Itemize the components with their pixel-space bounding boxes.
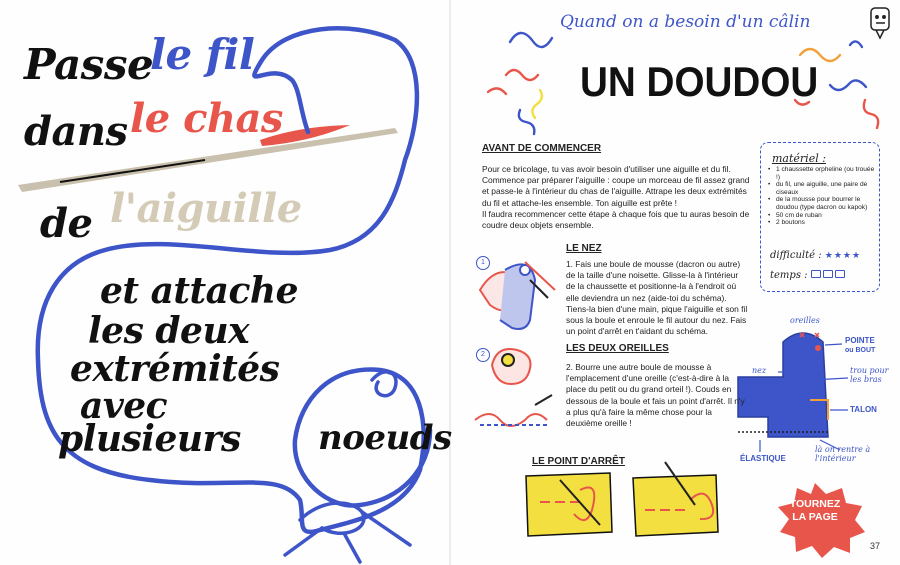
nez-text: 1. Fais une boule de mousse (dacron ou autre) de la taille d'une noisette. Glisse-la à l'intérieur de la chaussette et positionne-la à l'endroit où elle deviendra un nez (aide-toi du schéma). Tiens-la bien d'une main, pique l'aiguille et son fil sous la boule et enroule le fil autour du nez. Fais un point d'arrêt en t'aidant du schéma. [566,259,748,337]
nez-heading: LE NEZ [566,243,602,254]
avant-paragraph-2: Il faudra recommencer cette étape à chaque fois que tu auras besoin de coudre deux objets ensemble. [482,208,750,231]
left-text-et-attache: et attache [100,270,298,312]
oreilles-text: 2. Bourre une autre boule de mousse à l'emplacement d'une oreille (c'est-à-dire à la place du petit ou du grand orteil !). Couds en dessous de la boule et fais un point d'arrêt. Il n'y a plus qu'à faire la même chose pour la deuxième oreille ! [566,362,745,429]
materiel-item: • du fil, une aiguille, une paire de ciseaux [768,181,878,196]
page-title: UN DOUDOU [580,58,819,105]
avant-heading: AVANT DE COMMENCER [482,143,602,154]
difficulty-label: difficulté : [770,250,822,261]
label-elastique: ÉLASTIQUE [740,454,786,463]
left-text-les-deux: les deux [88,310,250,352]
label-talon: TALON [850,405,877,414]
left-text-avec: avec [80,385,168,427]
nose-step-illustration [480,262,555,329]
materiel-item: • 2 boutons [768,219,878,227]
tournez-la-page-label [770,489,860,539]
materiel-item: • 50 cm de ruban [768,212,878,220]
time-clock-icons [811,270,847,281]
step-1-badge: 1 [476,256,490,270]
label-trou-bras: trou pour les bras [850,366,889,384]
time-row [770,270,847,281]
oreilles-heading: LES DEUX OREILLES [566,343,669,354]
tournez-text: TOURNEZ LA PAGE [789,498,841,523]
difficulty-row [770,250,861,261]
sock-diagram [738,333,848,452]
time-label: temps : [770,270,808,281]
left-heading-word-le-chas: le chas [130,95,283,142]
materiel-title: matériel : [772,152,826,165]
materiel-item: • de la mousse pour bourrer le doudou (type dacron ou kapok) [768,196,878,211]
materiel-list [768,166,878,227]
point-arret-heading: LE POINT D'ARRÊT [532,456,625,467]
left-heading-word-le-fil: le fil [150,30,255,79]
avant-paragraph-1: Pour ce bricolage, tu vas avoir besoin d'utiliser une aiguille et du fil. Commence par préparer l'aiguille : coupe un morceau de fil assez grand et passe-le à l'intérieur du chas de l'aiguille. Attrape les deux extrémités du fil et attache-les ensemble. Ton aiguille est prête ! [482,164,750,208]
avant-text [482,164,752,231]
step-2-badge: 2 [476,348,490,362]
knot-illustration [285,372,410,562]
page-number: 37 [870,541,881,551]
label-la-rentre: là on rentre à l'intérieur [815,445,871,463]
stitch-diagram-1 [526,473,612,536]
left-text-noeuds: noeuds [318,418,452,458]
label-nez: nez [752,366,767,375]
difficulty-stars: ★★★★ [824,251,862,261]
label-pointe: POINTE [845,336,875,345]
left-heading-word-passe: Passe [24,40,154,89]
left-heading-word-dans: dans [24,108,128,155]
left-text-plusieurs: plusieurs [58,418,241,460]
stitch-diagram-2 [633,462,718,536]
left-heading-word-aiguille: l'aiguille [110,185,302,232]
materiel-item: • 1 chaussette orpheline (ou trouée !) [768,166,878,181]
pencil-face-icon [871,8,889,38]
label-oreilles: oreilles [790,316,820,325]
left-heading-word-de: de [40,200,93,247]
label-ou-bout: ou BOUT [845,347,876,354]
left-text-extremites: extrémités [70,348,280,390]
page-subtitle: Quand on a besoin d'un câlin [560,12,811,32]
